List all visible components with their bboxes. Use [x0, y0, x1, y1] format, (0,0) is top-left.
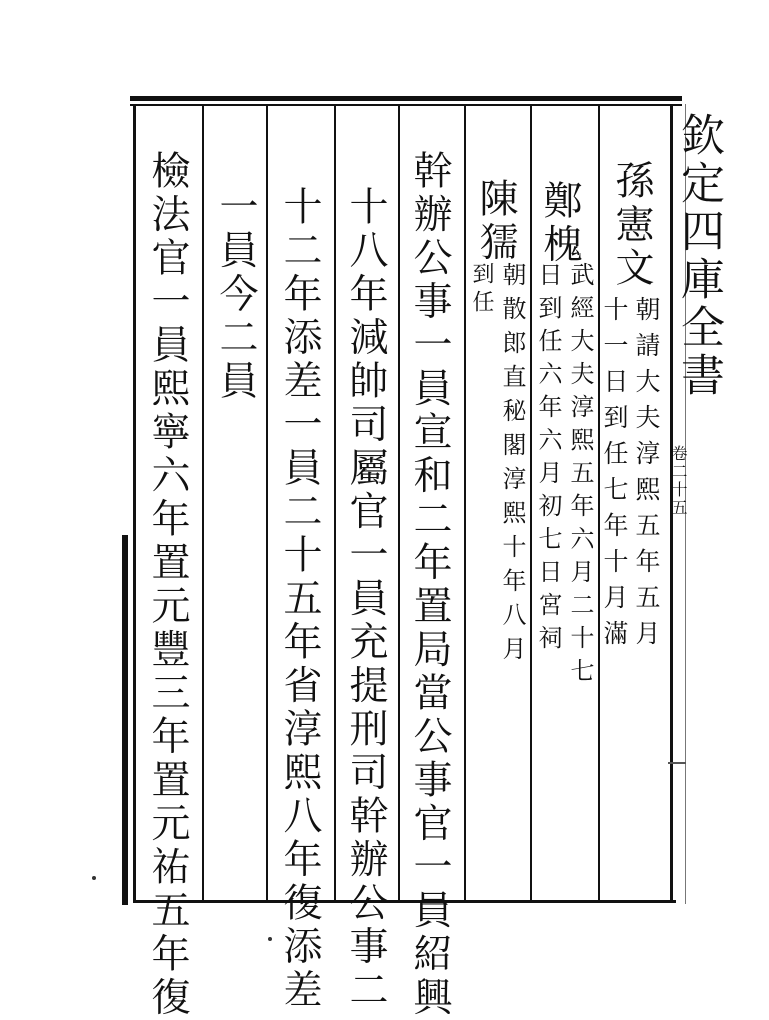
text-column: 檢法官一員熙寧六年置元豐三年置元祐五年復: [145, 150, 190, 1020]
column-rule: [202, 104, 204, 900]
text-column-name: 鄭槐: [537, 180, 582, 267]
text-column: 幹辦公事一員宣和二年置局當公事官一員紹興: [407, 150, 452, 1020]
column-rule: [334, 104, 336, 900]
column-rule: [398, 104, 400, 900]
text-column-annotation: 日到任六年六月初七日宮祠: [534, 262, 562, 658]
ink-speck: [268, 937, 272, 941]
text-column-annotation: 朝散郎直秘閣淳熙十年八月: [498, 262, 526, 670]
ink-speck: [92, 876, 96, 880]
column-rule: [530, 104, 532, 900]
page-gutter-bar: [122, 535, 128, 905]
text-column: 十八年減帥司屬官一員充提刑司幹辦公事二: [343, 186, 388, 1013]
text-column: 一員今二員: [213, 186, 258, 404]
text-column-name: 孫憲文: [609, 160, 654, 291]
column-rule: [266, 104, 268, 900]
juan-number: 卷二十五: [669, 445, 688, 517]
text-column: 十二年添差一員二十五年省淳熙八年復添差: [277, 186, 322, 1013]
fold-mark: [668, 762, 686, 764]
text-column-annotation: 朝請大夫淳熙五年五月: [632, 296, 661, 656]
column-rule: [464, 104, 466, 900]
text-column-annotation: 武經大夫淳熙五年六月二十七: [566, 262, 594, 691]
text-column-name: 陳獳: [473, 178, 518, 265]
text-column-annotation: 十一日到任七年十月滿: [600, 296, 629, 656]
text-column-annotation: 到任: [469, 262, 494, 318]
top-border: [130, 96, 682, 101]
book-title: 欽定四庫全書: [673, 112, 724, 400]
